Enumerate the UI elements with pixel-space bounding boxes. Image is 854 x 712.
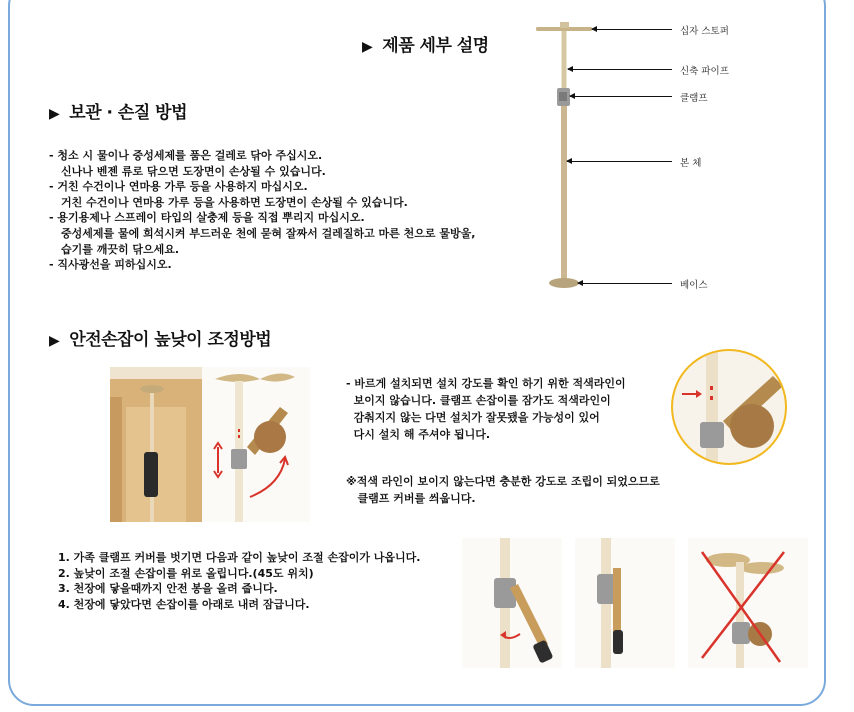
product-detail-heading: ▶ 제품 세부 설명 xyxy=(362,36,489,56)
care-item: - 거친 수건이나 연마용 가루 등을 사용하지 마십시오. 거친 수건이나 연마용 가루 등을 사용하면 도장면이 손상될 수 있습니다. xyxy=(49,179,479,210)
pole-body xyxy=(561,106,567,281)
part-label-pipe: 신축 파이프 xyxy=(680,66,729,77)
care-item: - 용기용제나 스프레이 타입의 살충제 등을 직접 뿌리지 마십시오. 중성세제를 물에 희석시켜 부드러운 천에 묻혀 잘짜서 걸레질하고 마른 천으로 물방울, 습기를 깨끗히 닦으세요. xyxy=(49,210,479,257)
care-heading: ▶ 보관 · 손질 방법 xyxy=(49,103,188,123)
installation-photo xyxy=(110,367,310,522)
leader-line xyxy=(570,96,672,97)
red-line-detail-image xyxy=(668,346,790,468)
part-label-base: 베이스 xyxy=(680,280,708,291)
part-label-body: 본 체 xyxy=(680,158,702,169)
step-item: 3. 천장에 닿을때까지 안전 봉을 올려 줍니다. xyxy=(58,582,278,595)
safety-heading: ▶ 안전손잡이 높낮이 조정방법 xyxy=(49,330,272,350)
safety-note: - 바르게 설치되면 설치 강도를 확인 하기 위한 적색라인이 보이지 않습니다. 클램프 손잡이를 잠가도 적색라인이 감춰지지 않는 다면 설치가 잘못됐을 가능성이 있어 다시 설치 해 주셔야 됩니다. xyxy=(346,377,626,441)
care-list xyxy=(49,148,479,273)
step-item: 2. 높낮이 조절 손잡이를 위로 올립니다.(45도 위치) xyxy=(58,566,314,580)
part-label-stopper: 십자 스토퍼 xyxy=(680,26,729,37)
leader-line xyxy=(568,69,672,70)
step-photo-handle-down xyxy=(462,538,562,668)
base xyxy=(549,278,579,288)
leader-line xyxy=(578,283,672,284)
product-illustration xyxy=(530,20,600,300)
triangle-icon: ▶ xyxy=(362,39,373,55)
telescopic-pipe xyxy=(562,31,567,91)
care-item: - 직사광선을 피하십시오. xyxy=(49,257,479,273)
leader-line xyxy=(592,29,672,30)
triangle-icon: ▶ xyxy=(49,106,60,122)
adjustment-steps xyxy=(58,550,420,612)
triangle-icon: ▶ xyxy=(49,333,60,349)
safety-remark: ※적색 라인이 보이지 않는다면 충분한 강도로 조립이 되었으므로 클램프 커버를 씌웁니다. xyxy=(346,475,660,505)
step-photo-handle-up xyxy=(575,538,675,668)
step-photo-wrong xyxy=(688,538,808,668)
step-item: 4. 천장에 닿았다면 손잡이를 아래로 내려 잠급니다. xyxy=(58,597,310,611)
leader-line xyxy=(567,161,672,162)
part-label-clamp: 클램프 xyxy=(680,93,708,104)
step-item: 1. 가족 클램프 커버를 벗기면 다음과 같이 높낮이 조절 손잡이가 나옵니다. xyxy=(58,551,421,564)
care-item: - 청소 시 물이나 중성세제를 품은 걸레로 닦아 주십시오. 신나나 벤젠 류로 닦으면 도장면이 손상될 수 있습니다. xyxy=(49,148,479,179)
